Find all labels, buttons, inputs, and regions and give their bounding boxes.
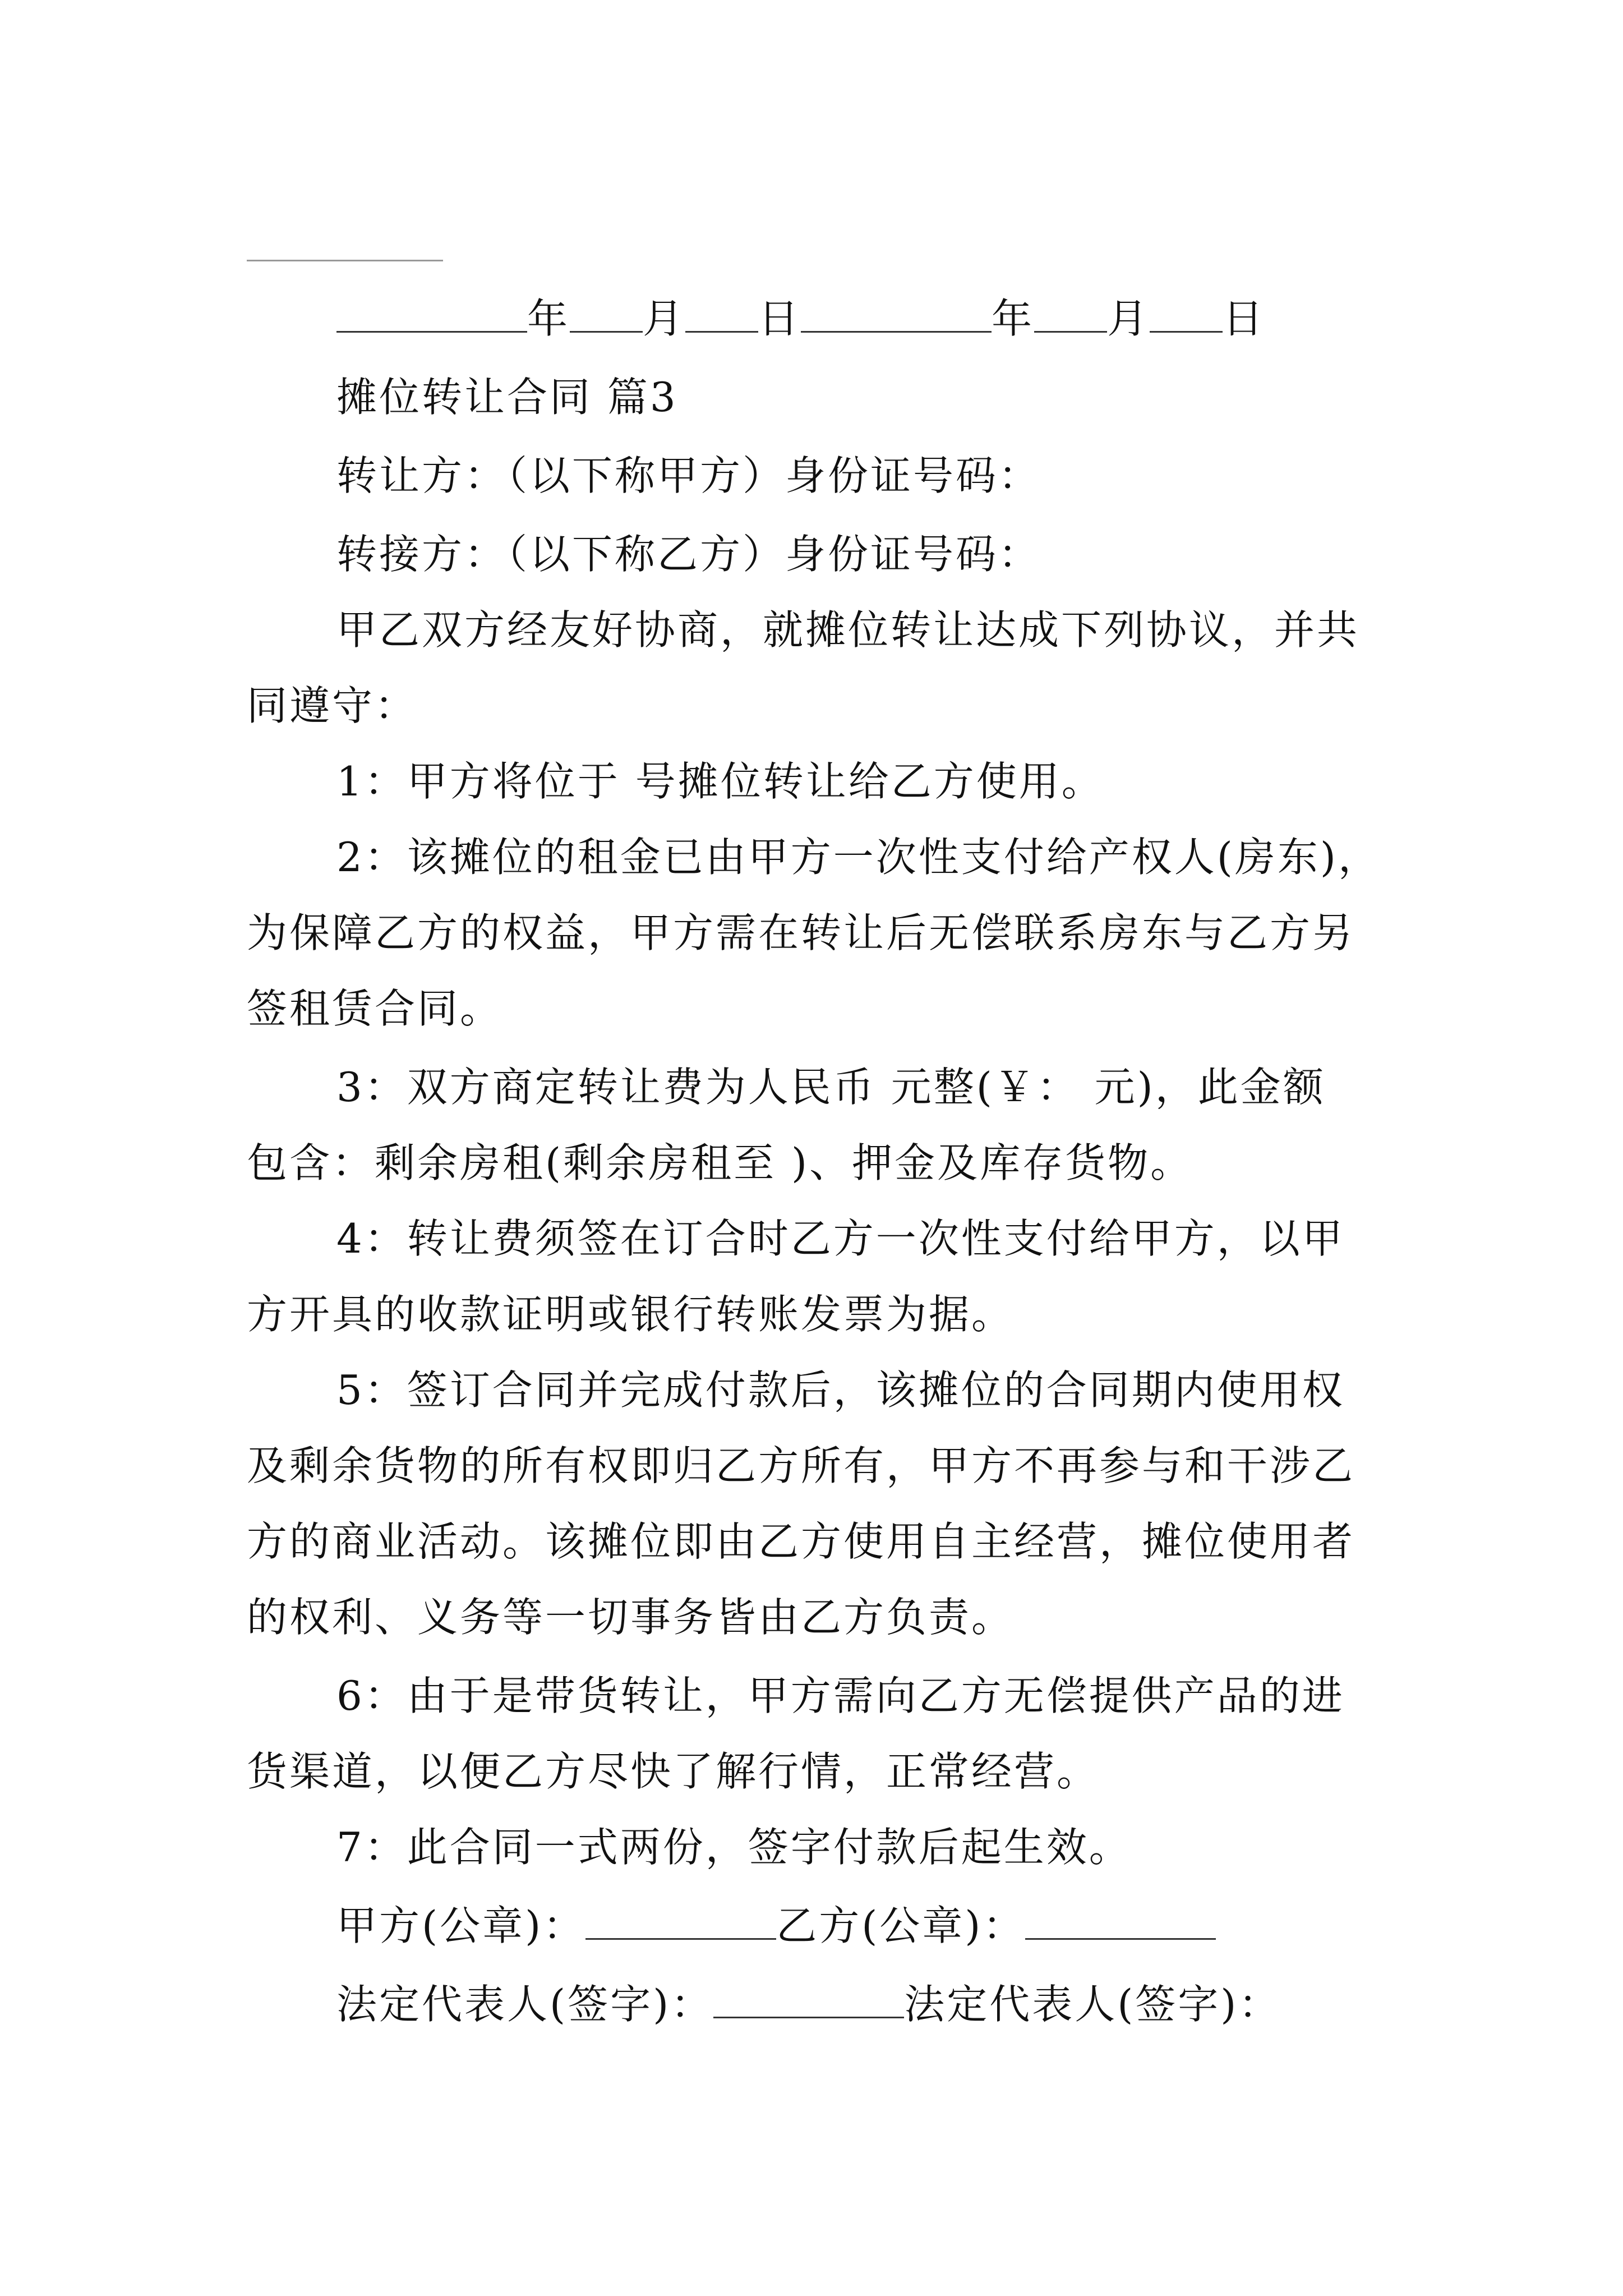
clause-4-line-2: 方开具的收款证明或银行转账发票为据。: [247, 1291, 1015, 1338]
rep-b-label: 法定代表人(签字)：: [904, 1981, 1281, 2028]
rep-a-blank[interactable]: [713, 1977, 904, 2018]
top-rule-divider: [247, 260, 443, 261]
intro-line-2: 同遵守：: [247, 682, 418, 729]
clause-3-line-2: 包含：剩余房租(剩余房租至 )、押金及库存货物。: [247, 1139, 1193, 1186]
year-label-2: 年: [992, 295, 1035, 342]
year-blank-1[interactable]: [336, 292, 527, 333]
clause-5-line-1: 5：签订合同并完成付款后，该摊位的合同期内使用权: [336, 1366, 1345, 1414]
seal-signature-row: [336, 1899, 1216, 1953]
transferee-line: 转接方：（以下称乙方）身份证号码：: [336, 531, 1041, 578]
month-blank-1[interactable]: [570, 292, 643, 333]
party-a-seal-blank[interactable]: [585, 1899, 776, 1940]
party-a-seal-label: 甲方(公章)：: [336, 1902, 586, 1949]
clause-7-line-1: 7：此合同一式两份，签字付款后起生效。: [336, 1824, 1132, 1871]
month-label-1: 月: [643, 295, 686, 342]
clause-2-line-3: 签租赁合同。: [247, 985, 503, 1032]
month-label-2: 月: [1107, 295, 1150, 342]
day-label-2: 日: [1223, 295, 1266, 342]
year-label-1: 年: [527, 295, 570, 342]
day-blank-2[interactable]: [1150, 292, 1223, 333]
day-blank-1[interactable]: [685, 292, 758, 333]
clause-2-line-2: 为保障乙方的权益，甲方需在转让后无偿联系房东与乙方另: [247, 909, 1355, 956]
clause-6-line-1: 6：由于是带货转让，甲方需向乙方无偿提供产品的进: [336, 1672, 1345, 1719]
document-title: 摊位转让合同 篇3: [336, 374, 678, 421]
clause-5-line-4: 的权利、义务等一切事务皆由乙方负责。: [247, 1594, 1015, 1641]
rep-a-label: 法定代表人(签字)：: [336, 1981, 714, 2028]
party-b-seal-label: 乙方(公章)：: [776, 1902, 1026, 1949]
year-blank-2[interactable]: [801, 292, 992, 333]
day-label-1: 日: [758, 295, 801, 342]
clause-3-line-1: 3：双方商定转让费为人民币 元整(￥： 元)，此金额: [336, 1064, 1326, 1111]
clause-6-line-2: 货渠道，以便乙方尽快了解行情，正常经营。: [247, 1748, 1100, 1795]
date-row: [336, 292, 1265, 346]
intro-line-1: 甲乙双方经友好协商，就摊位转让达成下列协议，并共: [336, 606, 1360, 654]
transferor-line: 转让方：（以下称甲方）身份证号码：: [336, 452, 1041, 499]
clause-4-line-1: 4：转让费须签在订合时乙方一次性支付给甲方，以甲: [336, 1215, 1345, 1262]
representative-signature-row: [336, 1977, 1281, 2031]
month-blank-2[interactable]: [1034, 292, 1107, 333]
clause-5-line-3: 方的商业活动。该摊位即由乙方使用自主经营，摊位使用者: [247, 1518, 1355, 1565]
clause-5-line-2: 及剩余货物的所有权即归乙方所有，甲方不再参与和干涉乙: [247, 1442, 1355, 1489]
clause-2-line-1: 2：该摊位的租金已由甲方一次性支付给产权人(房东)，: [336, 834, 1381, 881]
clause-1-line-1: 1：甲方将位于 号摊位转让给乙方使用。: [336, 758, 1104, 805]
party-b-seal-blank[interactable]: [1025, 1899, 1216, 1940]
